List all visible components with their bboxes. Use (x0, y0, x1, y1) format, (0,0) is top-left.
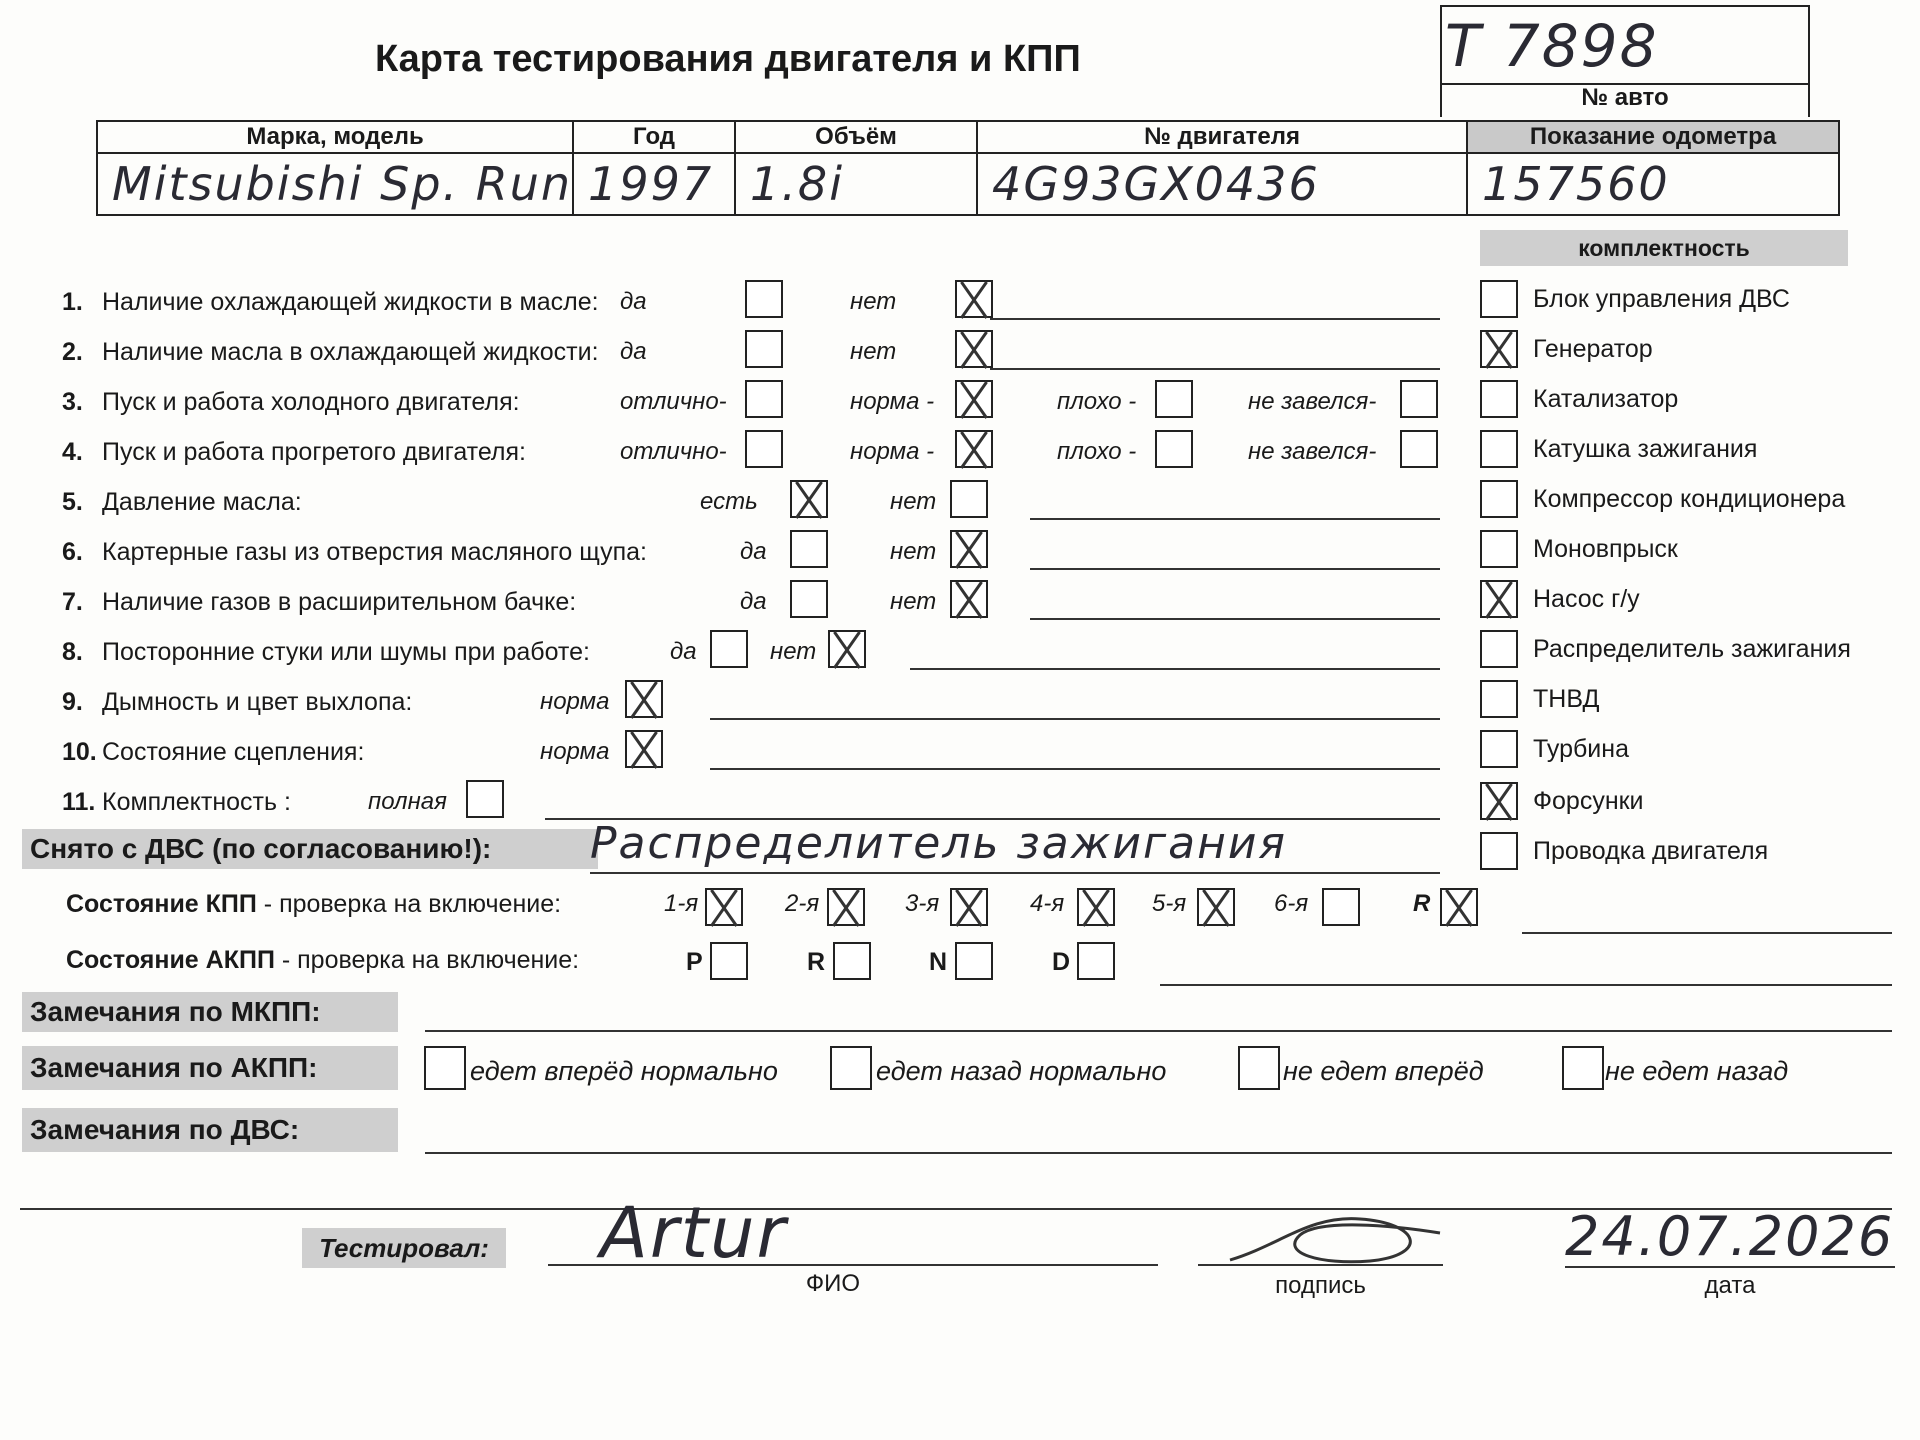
answer-line (1030, 618, 1440, 620)
completeness-heading: комплектность (1480, 230, 1848, 266)
completeness-checkbox[interactable] (1480, 530, 1518, 568)
akpp-remark-checkbox[interactable] (1238, 1046, 1280, 1090)
completeness-item-label: Компрессор кондиционера (1533, 485, 1846, 513)
check-option-label: плохо - (1057, 388, 1137, 415)
check-option-label: отлично- (620, 388, 727, 415)
completeness-checkbox[interactable] (1480, 380, 1518, 418)
check-option-label: нет (770, 638, 817, 665)
check-number: 1. (62, 288, 83, 316)
completeness-item-label: Катушка зажигания (1533, 435, 1758, 463)
kpp-gear-checkbox[interactable] (1197, 888, 1235, 926)
completeness-checkbox[interactable] (1480, 330, 1518, 368)
answer-line (1030, 568, 1440, 570)
check-label: Наличие газов в расширительном бачке: (102, 588, 577, 616)
akpp-remark-checkbox[interactable] (1562, 1046, 1604, 1090)
check-option-checkbox[interactable] (625, 680, 663, 718)
col-year: Год (573, 121, 735, 153)
check-option-label: нет (850, 338, 897, 365)
kpp-gear-label: 1-я (664, 890, 699, 917)
completeness-item-label: Катализатор (1533, 385, 1679, 413)
check-label: Комплектность : (102, 788, 291, 816)
completeness-checkbox[interactable] (1480, 580, 1518, 618)
akpp-remark-label: едет назад нормально (876, 1056, 1167, 1086)
removed-label: Снято с ДВС (по согласованию!): (22, 829, 598, 869)
remarks-dvs-line (425, 1152, 1892, 1154)
signature-label: подпись (1275, 1272, 1366, 1299)
completeness-checkbox[interactable] (1480, 680, 1518, 718)
answer-line (710, 718, 1440, 720)
akpp-remark-checkbox[interactable] (424, 1046, 466, 1090)
check-option-checkbox[interactable] (950, 580, 988, 618)
check-option-label: не завелся- (1248, 438, 1377, 465)
completeness-item-label: Блок управления ДВС (1533, 285, 1790, 313)
car-number-label: № авто (1581, 84, 1669, 111)
check-option-label: отлично- (620, 438, 727, 465)
kpp-gear-label: R (1413, 890, 1431, 917)
check-number: 6. (62, 538, 83, 566)
check-option-label: не завелся- (1248, 388, 1377, 415)
col-engine-number: № двигателя (977, 121, 1467, 153)
check-option-checkbox[interactable] (466, 780, 504, 818)
check-option-label: норма - (850, 438, 935, 465)
completeness-item-label: Распределитель зажигания (1533, 635, 1851, 663)
akpp-mode-label: N (929, 948, 948, 976)
check-number: 7. (62, 588, 83, 616)
remarks-mkpp-label: Замечания по МКПП: (22, 992, 398, 1032)
check-option-checkbox[interactable] (955, 430, 993, 468)
check-number: 8. (62, 638, 83, 666)
check-number: 3. (62, 388, 83, 416)
check-option-label: нет (890, 488, 937, 515)
kpp-gear-label: 5-я (1152, 890, 1187, 917)
kpp-underline (1522, 932, 1892, 934)
check-option-label: норма - (850, 388, 935, 415)
completeness-checkbox[interactable] (1480, 630, 1518, 668)
check-number: 4. (62, 438, 83, 466)
kpp-gear-checkbox[interactable] (1322, 888, 1360, 926)
check-option-checkbox[interactable] (1155, 380, 1193, 418)
kpp-gear-label: 3-я (905, 890, 940, 917)
akpp-label-rest: - проверка на включение: (274, 946, 580, 974)
vehicle-info-table (96, 120, 1840, 216)
completeness-item-label: Проводка двигателя (1533, 837, 1769, 865)
value-volume: 1.8i (735, 153, 977, 215)
kpp-gear-checkbox[interactable] (1077, 888, 1115, 926)
check-option-checkbox[interactable] (955, 380, 993, 418)
value-odometer: 157560 (1467, 153, 1839, 215)
check-option-checkbox[interactable] (828, 630, 866, 668)
removed-underline (590, 872, 1440, 874)
check-option-label: да (620, 288, 647, 315)
kpp-gear-label: 4-я (1030, 890, 1065, 917)
check-option-checkbox[interactable] (745, 430, 783, 468)
completeness-checkbox[interactable] (1480, 782, 1518, 820)
kpp-gear-checkbox[interactable] (950, 888, 988, 926)
akpp-mode-checkbox[interactable] (1077, 942, 1115, 980)
akpp-remark-checkbox[interactable] (830, 1046, 872, 1090)
check-option-label: полная (368, 788, 447, 815)
check-option-checkbox[interactable] (745, 280, 783, 318)
check-option-checkbox[interactable] (710, 630, 748, 668)
remarks-akpp-label: Замечания по АКПП: (22, 1046, 398, 1090)
page-title: Карта тестирования двигателя и КПП (375, 38, 1081, 80)
check-number: 10. (62, 738, 97, 766)
remarks-dvs-label: Замечания по ДВС: (22, 1108, 398, 1152)
col-make-model: Марка, модель (97, 121, 573, 153)
check-option-checkbox[interactable] (625, 730, 663, 768)
completeness-item-label: Насос г/у (1533, 585, 1640, 613)
check-number: 5. (62, 488, 83, 516)
check-option-label: да (620, 338, 647, 365)
check-option-label: да (740, 538, 767, 565)
check-option-checkbox[interactable] (790, 580, 828, 618)
kpp-gear-label: 2-я (785, 890, 820, 917)
answer-line (990, 318, 1440, 320)
akpp-remark-label: не едет вперёд (1283, 1056, 1484, 1086)
completeness-checkbox[interactable] (1480, 280, 1518, 318)
akpp-mode-checkbox[interactable] (955, 942, 993, 980)
check-option-label: да (740, 588, 767, 615)
kpp-gear-label: 6-я (1274, 890, 1309, 917)
akpp-label-bold: Состояние АКПП (66, 946, 275, 974)
kpp-label-rest: - проверка на включение: (256, 890, 562, 918)
check-option-label: нет (890, 538, 937, 565)
check-option-checkbox[interactable] (1400, 430, 1438, 468)
check-label: Дымность и цвет выхлопа: (102, 688, 413, 716)
check-number: 2. (62, 338, 83, 366)
akpp-mode-label: D (1052, 948, 1071, 976)
kpp-gear-checkbox[interactable] (705, 888, 743, 926)
check-option-checkbox[interactable] (745, 380, 783, 418)
check-label: Пуск и работа прогретого двигателя: (102, 438, 526, 466)
check-option-label: есть (700, 488, 758, 515)
check-option-checkbox[interactable] (1400, 380, 1438, 418)
completeness-checkbox[interactable] (1480, 480, 1518, 518)
test-date: 24.07.2026 (1565, 1205, 1895, 1268)
kpp-label-bold: Состояние КПП (66, 890, 257, 918)
completeness-item-label: Форсунки (1533, 787, 1644, 815)
check-option-label: нет (850, 288, 897, 315)
fio-label: ФИО (805, 1270, 861, 1297)
akpp-mode-label: R (807, 948, 826, 976)
check-label: Пуск и работа холодного двигателя: (102, 388, 520, 416)
date-label: дата (1704, 1272, 1756, 1299)
check-option-checkbox[interactable] (950, 480, 988, 518)
tested-label: Тестировал: (302, 1228, 506, 1268)
check-option-label: плохо - (1057, 438, 1137, 465)
value-make-model: Mitsubishi Sp. Run (97, 153, 573, 215)
date-line (1565, 1266, 1895, 1268)
check-option-checkbox[interactable] (1155, 430, 1193, 468)
kpp-label (66, 890, 561, 919)
signature-line (1198, 1264, 1443, 1266)
check-label: Посторонние стуки или шумы при работе: (102, 638, 590, 666)
check-label: Наличие охлаждающей жидкости в масле: (102, 288, 599, 316)
check-option-label: норма (540, 738, 610, 765)
fio-line (548, 1264, 1158, 1266)
check-option-checkbox[interactable] (745, 330, 783, 368)
akpp-remark-label: едет вперёд нормально (470, 1056, 778, 1086)
completeness-item-label: ТНВД (1533, 685, 1600, 713)
akpp-mode-label: P (686, 948, 703, 976)
car-number-value: T 7898 (1445, 12, 1659, 80)
check-label: Картерные газы из отверстия масляного щупа: (102, 538, 647, 566)
tester-name: Artur (600, 1192, 788, 1274)
check-number: 11. (62, 788, 96, 816)
completeness-checkbox[interactable] (1480, 430, 1518, 468)
check-number: 9. (62, 688, 83, 716)
kpp-gear-checkbox[interactable] (827, 888, 865, 926)
check-label: Наличие масла в охлаждающей жидкости: (102, 338, 599, 366)
col-volume: Объём (735, 121, 977, 153)
col-odometer: Показание одометра (1467, 121, 1839, 153)
answer-line (990, 368, 1440, 370)
check-label: Состояние сцепления: (102, 738, 365, 766)
answer-line (910, 668, 1440, 670)
akpp-label (66, 946, 579, 975)
completeness-item-label: Турбина (1533, 735, 1629, 763)
remarks-mkpp-line (425, 1030, 1892, 1032)
value-engine-number: 4G93GX0436 (977, 153, 1467, 215)
check-label: Давление масла: (102, 488, 302, 516)
check-option-label: нет (890, 588, 937, 615)
akpp-mode-checkbox[interactable] (710, 942, 748, 980)
check-option-label: норма (540, 688, 610, 715)
check-option-checkbox[interactable] (790, 530, 828, 568)
completeness-item-label: Генератор (1533, 335, 1653, 363)
completeness-checkbox[interactable] (1480, 832, 1518, 870)
check-option-checkbox[interactable] (955, 280, 993, 318)
value-year: 1997 (573, 153, 735, 215)
removed-value: Распределитель зажигания (590, 818, 1287, 869)
check-option-checkbox[interactable] (950, 530, 988, 568)
check-option-checkbox[interactable] (955, 330, 993, 368)
akpp-mode-checkbox[interactable] (833, 942, 871, 980)
answer-line (1030, 518, 1440, 520)
completeness-checkbox[interactable] (1480, 730, 1518, 768)
answer-line (710, 768, 1440, 770)
kpp-gear-checkbox[interactable] (1440, 888, 1478, 926)
completeness-item-label: Моновпрыск (1533, 535, 1678, 563)
check-option-label: да (670, 638, 697, 665)
akpp-remark-label: не едет назад (1605, 1056, 1789, 1086)
check-option-checkbox[interactable] (790, 480, 828, 518)
akpp-underline (1160, 984, 1892, 986)
